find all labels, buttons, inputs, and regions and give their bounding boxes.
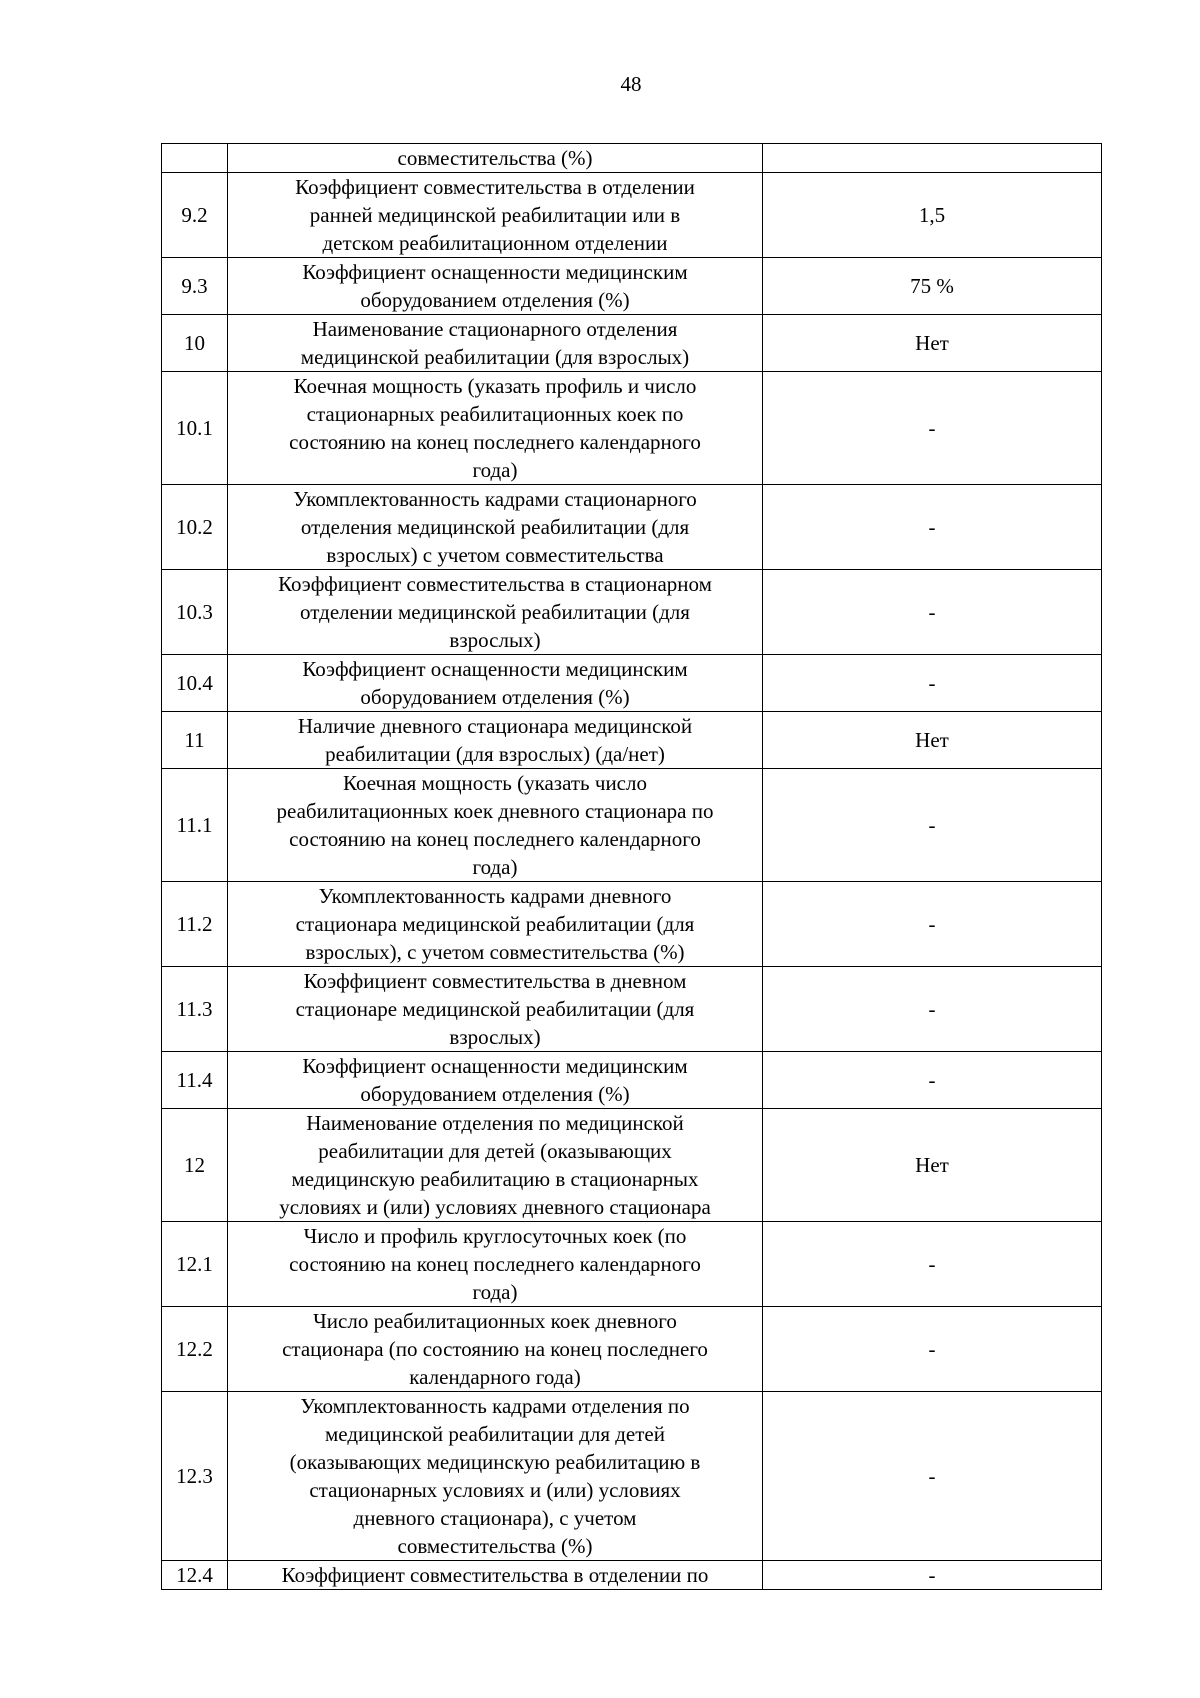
row-indicator-name: Число реабилитационных коек дневного стационара (по состоянию на конец последнего календарного года): [228, 1307, 763, 1392]
row-indicator-name: Укомплектованность кадрами отделения по медицинской реабилитации для детей (оказывающих медицинскую реабилитацию в стационарных условиях и (или) условиях дневного стационара), с учетом совместительства (%): [228, 1392, 763, 1561]
table-row: [162, 372, 1102, 485]
row-value: Нет: [763, 712, 1102, 769]
table-row: [162, 1052, 1102, 1109]
table-row: [162, 485, 1102, 570]
row-indicator-name: Наименование стационарного отделения медицинской реабилитации (для взрослых): [228, 315, 763, 372]
table-row: [162, 967, 1102, 1052]
row-value: -: [763, 1052, 1102, 1109]
row-value: -: [763, 769, 1102, 882]
row-number: 9.2: [162, 173, 228, 258]
table-row: [162, 1109, 1102, 1222]
row-indicator-name: Коэффициент совместительства в стационарном отделении медицинской реабилитации (для взрослых): [228, 570, 763, 655]
row-value: -: [763, 655, 1102, 712]
row-number: 10.1: [162, 372, 228, 485]
table-row: [162, 655, 1102, 712]
row-indicator-name: Число и профиль круглосуточных коек (по состоянию на конец последнего календарного года): [228, 1222, 763, 1307]
row-number: 12.4: [162, 1561, 228, 1590]
row-number: 11.2: [162, 882, 228, 967]
row-number: 10: [162, 315, 228, 372]
table-row: [162, 1561, 1102, 1590]
row-indicator-name: Коэффициент совместительства в дневном стационаре медицинской реабилитации (для взрослых): [228, 967, 763, 1052]
row-number: 11.1: [162, 769, 228, 882]
row-indicator-name: Наименование отделения по медицинской реабилитации для детей (оказывающих медицинскую реабилитацию в стационарных условиях и (или) условиях дневного стационара: [228, 1109, 763, 1222]
row-indicator-name: Коечная мощность (указать профиль и число стационарных реабилитационных коек по состоянию на конец последнего календарного года): [228, 372, 763, 485]
row-value: -: [763, 372, 1102, 485]
row-number: 9.3: [162, 258, 228, 315]
row-value: -: [763, 570, 1102, 655]
table-row: [162, 173, 1102, 258]
row-number: 10.3: [162, 570, 228, 655]
row-number: 12: [162, 1109, 228, 1222]
row-number: 11: [162, 712, 228, 769]
row-number: 12.3: [162, 1392, 228, 1561]
table-row: [162, 769, 1102, 882]
table-row: [162, 315, 1102, 372]
row-indicator-name: Коэффициент совместительства в отделении по: [228, 1561, 763, 1590]
row-indicator-name: Наличие дневного стационара медицинской реабилитации (для взрослых) (да/нет): [228, 712, 763, 769]
row-indicator-name: Коэффициент оснащенности медицинским оборудованием отделения (%): [228, 1052, 763, 1109]
row-value: 1,5: [763, 173, 1102, 258]
row-indicator-name: Укомплектованность кадрами стационарного отделения медицинской реабилитации (для взрослых) с учетом совместительства: [228, 485, 763, 570]
indicators-table: [161, 143, 1102, 1590]
page-number: 48: [620, 72, 642, 96]
row-indicator-name: Коечная мощность (указать число реабилитационных коек дневного стационара по состоянию на конец последнего календарного года): [228, 769, 763, 882]
row-value: Нет: [763, 1109, 1102, 1222]
table-row: [162, 570, 1102, 655]
row-number: 12.1: [162, 1222, 228, 1307]
row-value: -: [763, 967, 1102, 1052]
row-number: 11.3: [162, 967, 228, 1052]
row-indicator-name: Коэффициент оснащенности медицинским оборудованием отделения (%): [228, 655, 763, 712]
row-indicator-name: совместительства (%): [228, 144, 763, 173]
row-number: 12.2: [162, 1307, 228, 1392]
row-value: -: [763, 1307, 1102, 1392]
row-value: -: [763, 1561, 1102, 1590]
row-value: -: [763, 485, 1102, 570]
table-row: [162, 1392, 1102, 1561]
row-number: 11.4: [162, 1052, 228, 1109]
table-row: [162, 144, 1102, 173]
row-value: -: [763, 1222, 1102, 1307]
row-indicator-name: Коэффициент оснащенности медицинским оборудованием отделения (%): [228, 258, 763, 315]
table-row: [162, 258, 1102, 315]
table-row: [162, 882, 1102, 967]
row-number: 10.2: [162, 485, 228, 570]
row-value: -: [763, 1392, 1102, 1561]
row-number: 10.4: [162, 655, 228, 712]
row-indicator-name: Коэффициент совместительства в отделении ранней медицинской реабилитации или в детском реабилитационном отделении: [228, 173, 763, 258]
row-value: 75 %: [763, 258, 1102, 315]
row-value: [763, 144, 1102, 173]
table-row: [162, 712, 1102, 769]
table-row: [162, 1307, 1102, 1392]
row-value: -: [763, 882, 1102, 967]
table-row: [162, 1222, 1102, 1307]
row-value: Нет: [763, 315, 1102, 372]
row-indicator-name: Укомплектованность кадрами дневного стационара медицинской реабилитации (для взрослых), с учетом совместительства (%): [228, 882, 763, 967]
row-number: [162, 144, 228, 173]
